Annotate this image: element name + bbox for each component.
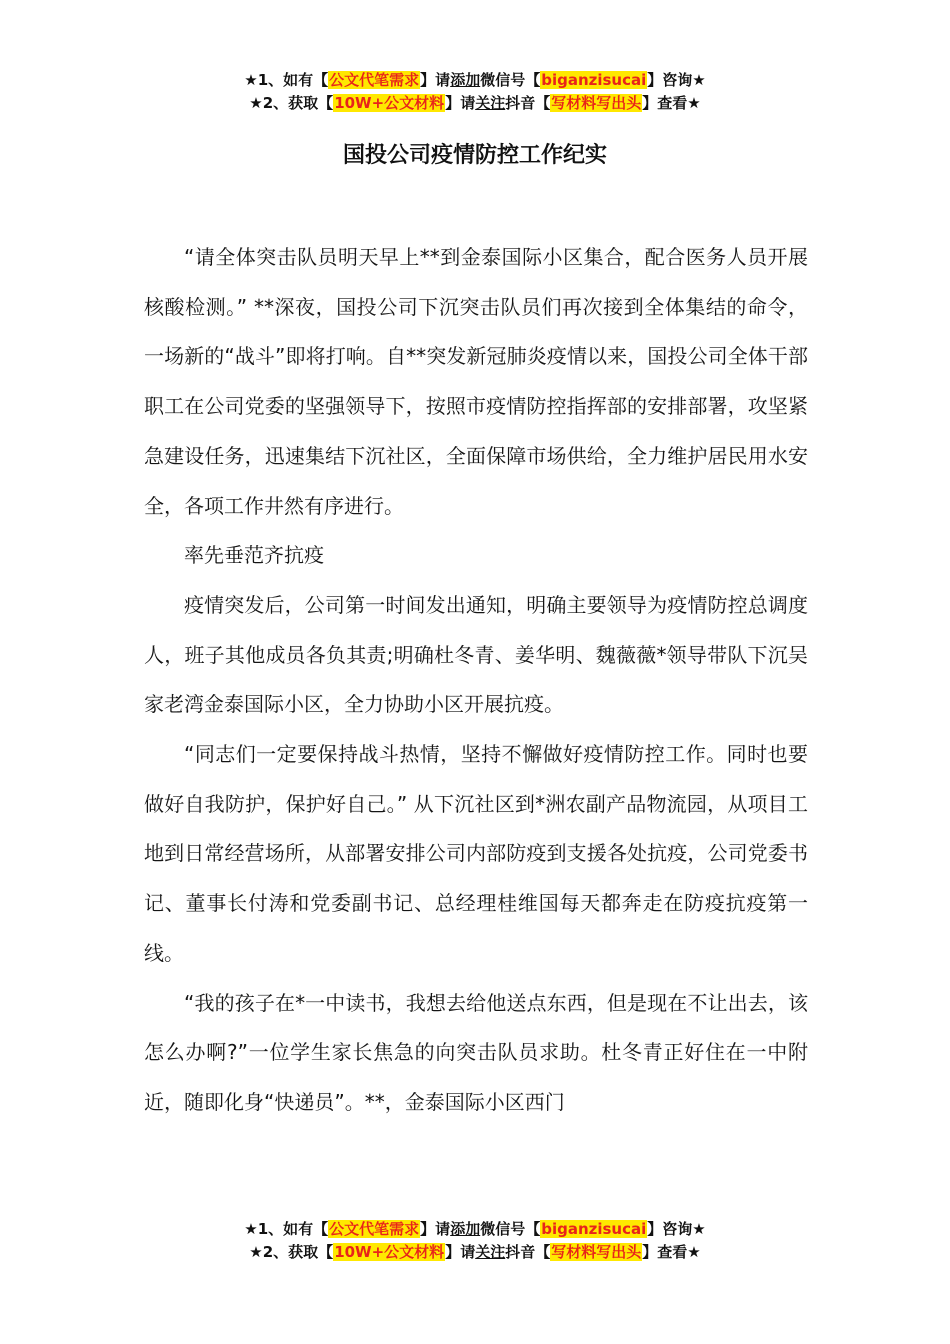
promo-line-2-highlight-materials: 10W+公文材料 [334, 94, 445, 112]
promo-line-1-bottom [0, 1218, 950, 1241]
promo-line-1-underline: 添加 [450, 71, 481, 89]
top-promo-banner [0, 69, 950, 115]
promo-line-2 [0, 92, 950, 115]
promo-line-1 [0, 69, 950, 92]
promo-line-1-highlight-wechat: biganzisucai [541, 71, 647, 89]
promo-line-2-highlight-douyin: 写材料写出头 [551, 94, 642, 112]
promo-line-1-highlight-service: 公文代笔需求 [329, 71, 420, 89]
promo-line-2-underline: 关注 [475, 94, 506, 112]
promo-line-1-middle-2: 微信号【 [480, 71, 541, 89]
promo-line-2-middle-bottom: 】请 [445, 1243, 476, 1261]
bottom-promo-banner [0, 1218, 950, 1264]
promo-line-2-highlight-materials-bottom: 10W+公文材料 [334, 1243, 445, 1261]
promo-line-1-middle-2-bottom: 微信号【 [480, 1220, 541, 1238]
promo-line-2-suffix-bottom: 】查看★ [642, 1243, 701, 1261]
promo-line-1-prefix-bottom: ★1、如有【 [244, 1220, 329, 1238]
promo-line-2-prefix: ★2、获取【 [249, 94, 334, 112]
promo-line-2-prefix-bottom: ★2、获取【 [249, 1243, 334, 1261]
promo-line-1-middle: 】请 [420, 71, 451, 89]
promo-line-2-suffix: 】查看★ [642, 94, 701, 112]
document-title: 国投公司疫情防控工作纪实 [342, 143, 607, 168]
promo-line-2-bottom [0, 1241, 950, 1264]
body-paragraph-2: 疫情突发后，公司第一时间发出通知，明确主要领导为疫情防控总调度人，班子其他成员各负其责;明确杜冬青、姜华明、魏薇薇*领导带队下沉吴家老湾金泰国际小区，全力协助小区开展抗疫。 [144, 592, 808, 717]
promo-line-1-highlight-wechat-bottom: biganzisucai [541, 1220, 647, 1238]
body-paragraph-3: “同志们一定要保持战斗热情，坚持不懈做好疫情防控工作。同时也要做好自我防护，保护好自己。” 从下沉社区到*洲农副产品物流园，从项目工地到日常经营场所，从部署安排公司内部防疫到支援各处抗疫，公司党委书记、董事长付涛和党委副书记、总经理桂维国每天都奔走在防疫抗疫第一线。 [144, 742, 808, 965]
document-body [144, 233, 808, 1128]
promo-line-1-suffix: 】咨询★ [647, 71, 706, 89]
promo-line-2-underline-bottom: 关注 [475, 1243, 506, 1261]
promo-line-1-middle-bottom: 】请 [420, 1220, 451, 1238]
body-paragraph-1: “请全体突击队员明天早上**到金泰国际小区集合，配合医务人员开展核酸检测。” **深夜，国投公司下沉突击队员们再次接到全体集结的命令，一场新的“战斗”即将打响。自**突发新冠肺炎疫情以来，国投公司全体干部职工在公司党委的坚强领导下，按照市疫情防控指挥部的安排部署，攻坚紧急建设任务，迅速集结下沉社区，全面保障市场供给，全力维护居民用水安全，各项工作井然有序进行。 [144, 245, 808, 518]
promo-line-2-middle: 】请 [445, 94, 476, 112]
promo-line-2-highlight-douyin-bottom: 写材料写出头 [551, 1243, 642, 1261]
promo-line-1-highlight-service-bottom: 公文代笔需求 [329, 1220, 420, 1238]
body-paragraph-4: “我的孩子在*一中读书，我想去给他送点东西，但是现在不让出去，该怎么办啊?”一位学生家长焦急的向突击队员求助。杜冬青正好住在一中附近，随即化身“快递员”。**，金泰国际小区西门 [144, 990, 808, 1114]
promo-line-1-underline-bottom: 添加 [450, 1220, 481, 1238]
promo-line-2-middle-2-bottom: 抖音【 [505, 1243, 551, 1261]
promo-line-1-prefix: ★1、如有【 [244, 71, 329, 89]
promo-line-1-suffix-bottom: 】咨询★ [647, 1220, 706, 1238]
promo-line-2-middle-2: 抖音【 [505, 94, 551, 112]
section-heading: 率先垂范齐抗疫 [184, 543, 324, 568]
